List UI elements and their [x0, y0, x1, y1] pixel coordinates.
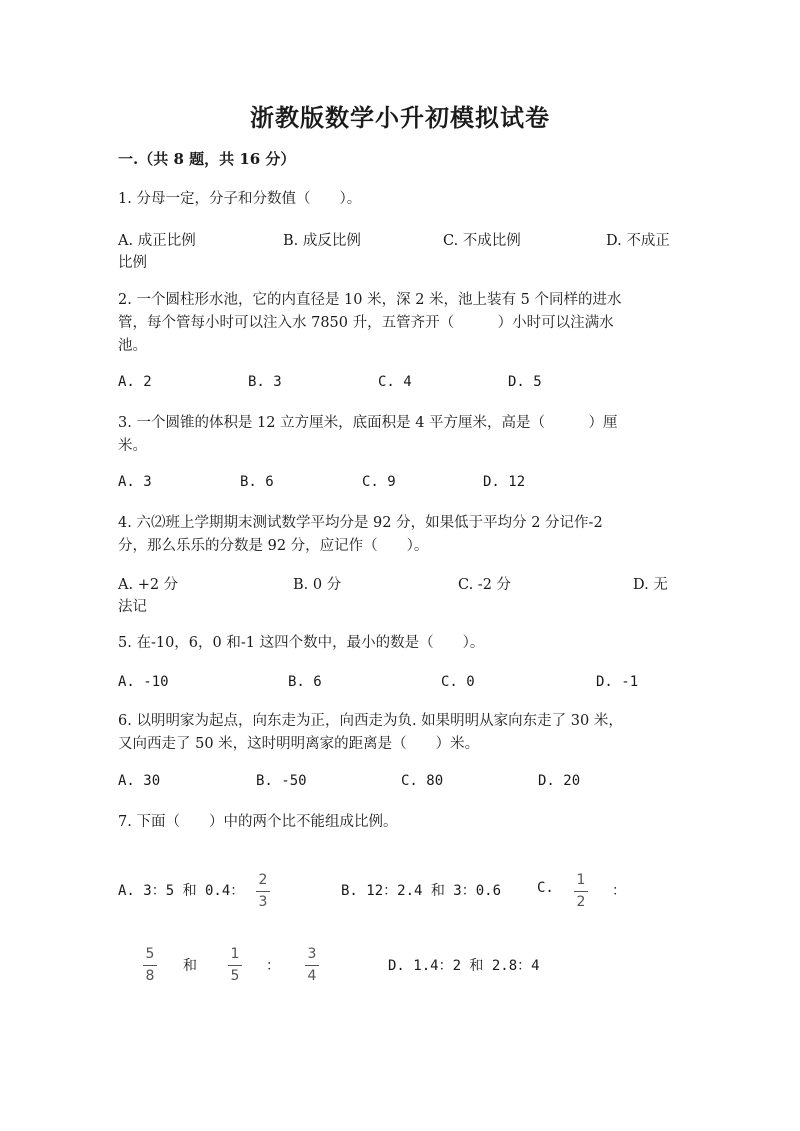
option-b: B. 成反比例: [283, 233, 361, 249]
option-c: C.: [537, 880, 554, 896]
fraction-denominator: 8: [145, 968, 155, 984]
option-c: C. 4: [378, 374, 412, 390]
option-b: B. 0 分: [293, 577, 342, 593]
option-c: C. 不成比例: [443, 233, 521, 249]
question-stem-line: 分，那么乐乐的分数是 92 分，应记作（ ）。: [118, 538, 429, 554]
fraction-bar: [574, 891, 588, 892]
ratio-colon: ：: [266, 958, 280, 974]
option-c: C. 0: [441, 674, 475, 690]
question-stem-line: 又向西走了 50 米，这时明明离家的距离是（ ）米。: [118, 736, 480, 752]
option-c: C. -2 分: [458, 577, 512, 593]
question-stem-line: 5. 在-10，6，0 和-1 这四个数中，最小的数是（ ）。: [118, 635, 485, 651]
option-b: B. 6: [288, 674, 322, 690]
fraction-denominator: 3: [258, 894, 268, 910]
question-stem-line: 1. 分母一定，分子和分数值（ ）。: [118, 191, 362, 207]
option-d: D. 12: [483, 474, 526, 490]
fraction-denominator: 2: [576, 894, 586, 910]
option-b: B. 3: [248, 374, 282, 390]
option-b: B. 12：2.4 和 3：0.6: [341, 883, 502, 899]
page-title: 浙教版数学小升初模拟试卷: [250, 103, 550, 132]
and-label: 和: [183, 958, 197, 974]
question-stem-line: 4. 六⑵班上学期期末测试数学平均分是 92 分，如果低于平均分 2 分记作-2: [118, 515, 603, 531]
option-b: B. -50: [256, 773, 307, 789]
option-a: A. 3：5 和 0.4：: [118, 883, 245, 899]
option-d: D. 1.4：2 和 2.8：4: [388, 958, 540, 974]
fraction-c: [574, 872, 588, 910]
fraction-c2-third: [305, 946, 319, 984]
question-stem-line: 6. 以明明家为起点，向东走为正，向西走为负. 如果明明从家向东走了 30 米，: [118, 713, 623, 729]
option-d: D. 不成正: [606, 233, 670, 249]
fraction-a: [256, 872, 270, 910]
fraction-bar: [256, 891, 270, 892]
question-stem-line: 管，每个管每小时可以注入水 7850 升，五管齐开（ ）小时可以注满水: [118, 315, 614, 331]
option-b: B. 6: [240, 474, 274, 490]
option-d: D. 20: [538, 773, 581, 789]
fraction-c2-second: [228, 946, 242, 984]
fraction-numerator: 1: [230, 946, 240, 962]
fraction-numerator: 5: [145, 946, 155, 962]
question-stem-line: 7. 下面（ ）中的两个比不能组成比例。: [118, 814, 398, 830]
section-header: 一.（共 8 题，共 16 分）: [118, 150, 296, 168]
fraction-bar: [143, 965, 157, 966]
question-stem-line: 3. 一个圆锥的体积是 12 立方厘米，底面积是 4 平方厘米，高是（ ）厘: [118, 415, 618, 431]
option-a: A. 2: [118, 374, 152, 390]
option-c: C. 9: [362, 474, 396, 490]
option-d: D. 5: [508, 374, 542, 390]
option-d-wrap: 法记: [118, 599, 147, 615]
question-stem-line: 池。: [118, 338, 147, 354]
option-a: A. 30: [118, 773, 161, 789]
ratio-colon: ：: [612, 883, 626, 899]
option-a: A. 成正比例: [118, 233, 196, 249]
option-d: D. 无: [633, 577, 668, 593]
question-stem-line: 米。: [118, 438, 147, 454]
fraction-numerator: 3: [307, 946, 317, 962]
fraction-bar: [228, 965, 242, 966]
fraction-c2-first: [143, 946, 157, 984]
fraction-denominator: 5: [230, 968, 240, 984]
option-d-wrap: 比例: [118, 255, 147, 271]
option-d: D. -1: [596, 674, 639, 690]
option-a: A. +2 分: [118, 577, 179, 593]
fraction-bar: [305, 965, 319, 966]
fraction-numerator: 2: [258, 872, 268, 888]
fraction-denominator: 4: [307, 968, 317, 984]
option-a: A. -10: [118, 674, 169, 690]
fraction-numerator: 1: [576, 872, 586, 888]
question-stem-line: 2. 一个圆柱形水池，它的内直径是 10 米，深 2 米，池上装有 5 个同样的进水: [118, 292, 622, 308]
option-a: A. 3: [118, 474, 152, 490]
option-c: C. 80: [401, 773, 444, 789]
